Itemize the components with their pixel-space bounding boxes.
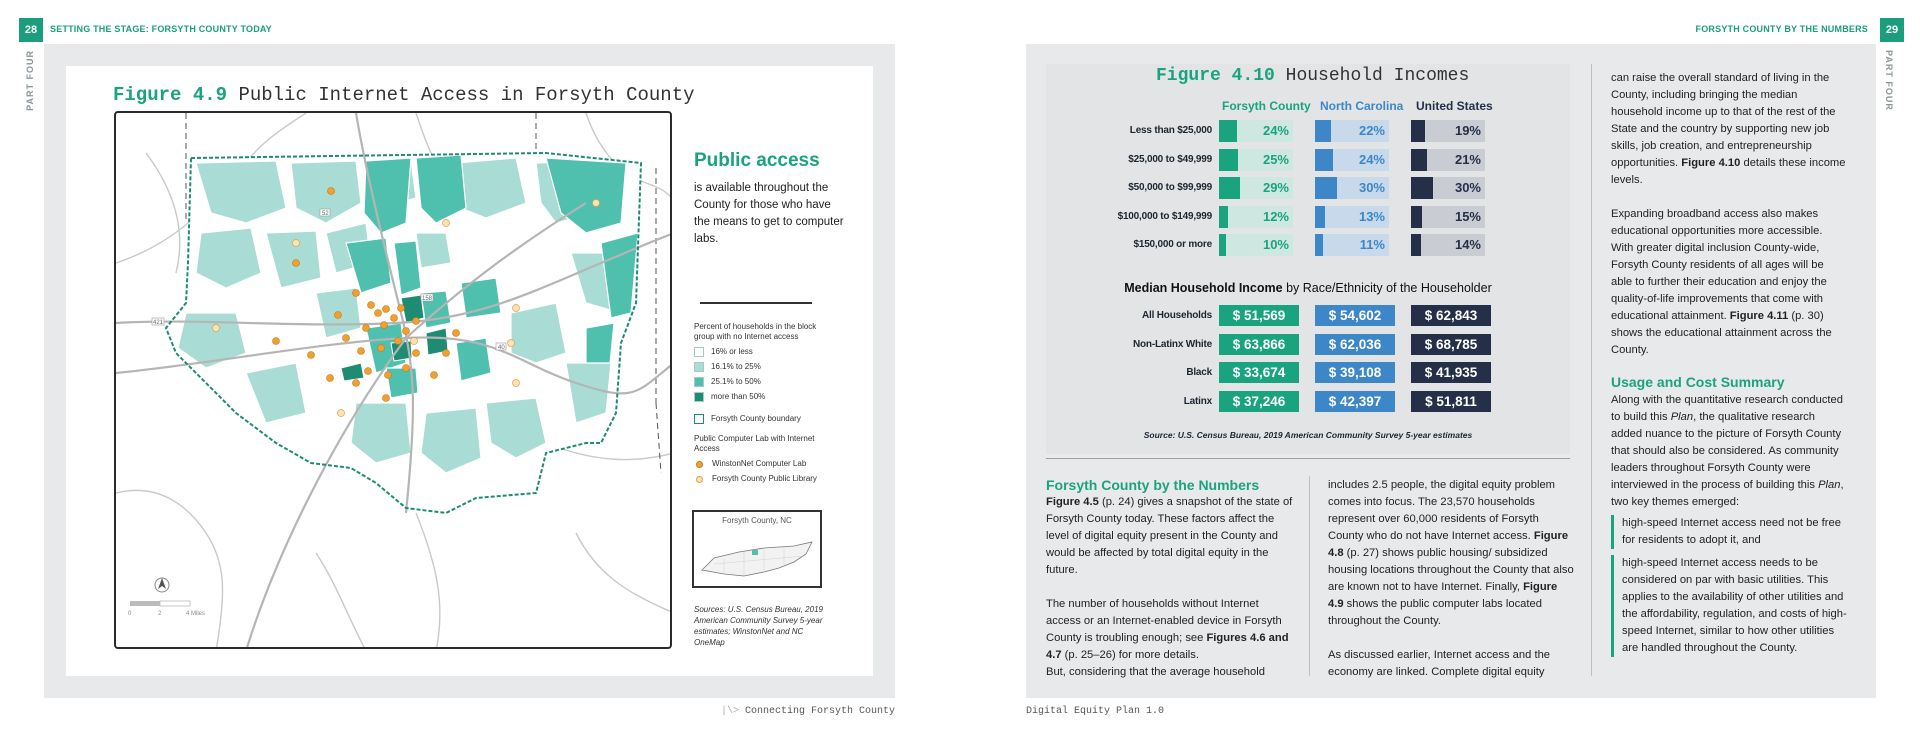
scale-label-0: 0 — [128, 611, 132, 617]
paragraph: As discussed earlier, Internet access and the economy are linked. Complete digital equity — [1328, 649, 1551, 678]
income-bar — [1315, 177, 1389, 199]
income-bar-fill — [1219, 206, 1228, 228]
figure-title-text: Household Incomes — [1285, 66, 1470, 86]
legend-item — [694, 392, 824, 402]
left-page-number: 28 — [19, 18, 43, 42]
median-row-label: All Households — [1142, 310, 1212, 321]
figure-title-text: Public Internet Access in Forsyth County — [238, 84, 695, 106]
paragraph — [1046, 494, 1294, 579]
income-bar-value: 29% — [1262, 180, 1289, 195]
income-bar-fill — [1411, 234, 1421, 256]
income-bar-fill — [1315, 120, 1331, 142]
footer-left-text: Connecting Forsyth County — [744, 706, 895, 717]
paragraph: But, considering that the average household — [1046, 666, 1265, 678]
median-row-label: Latinx — [1183, 395, 1212, 407]
income-bar — [1411, 149, 1485, 171]
paragraph-text: , two key themes emerged: — [1611, 479, 1844, 508]
figure-ref: Figure 4.11 — [1729, 310, 1789, 322]
paragraph-text: (p. 25–26) for more details. — [1061, 649, 1199, 661]
income-bar-value: 21% — [1454, 151, 1481, 167]
income-row-label: $25,000 to $49,999 — [1128, 153, 1212, 165]
col-head-nc: North Carolina — [1320, 99, 1404, 113]
theme-quote: high-speed Internet access needs to be considered on par with basic utilities. This applies to the availability of other utilities and the affordability, regulation, and costs of high-speed Internet, similar to how other utilities are handled throughout the County. — [1611, 555, 1847, 657]
income-bar-fill — [1219, 149, 1238, 171]
map-graphic — [116, 113, 672, 649]
income-bar — [1219, 120, 1293, 142]
income-bar-fill — [1219, 234, 1226, 256]
median-title-bold: Median Household Income — [1124, 281, 1283, 295]
income-bar-fill — [1411, 149, 1427, 171]
col-head-us: United States — [1416, 99, 1493, 113]
median-row-label: Black — [1186, 367, 1212, 378]
median-income-value: $ 51,569 — [1219, 305, 1299, 326]
footer-glyph: |\> — [720, 706, 739, 717]
paragraph-text: The number of households without Internet access or an Internet-enabled device in Forsyth County is troubling enough; see — [1046, 598, 1282, 644]
figure-ref: Figure 4.10 — [1681, 157, 1741, 169]
figure-label: Figure 4.9 — [113, 84, 228, 106]
income-bar — [1315, 120, 1389, 142]
figure-4-10-title — [1156, 66, 1469, 86]
theme-quote: high-speed Internet access need not be free for residents to adopt it, and — [1611, 515, 1847, 549]
scale-label-4: 4 Miles — [186, 611, 206, 617]
plan-italic: Plan — [1670, 411, 1694, 423]
paragraph — [1046, 596, 1294, 664]
income-bar — [1315, 149, 1389, 171]
income-row-label: $50,000 to $99,999 — [1128, 182, 1212, 193]
legend-item — [694, 362, 824, 372]
boundary-swatch — [694, 414, 704, 424]
income-bar-fill — [1411, 177, 1433, 199]
paragraph-text: , the qualitative research added nuance to the picture of Forsyth County that should also be considered. As community leaders throughout Forsyth County were interviewed in the process of building this — [1611, 411, 1842, 491]
income-bar-value: 30% — [1454, 180, 1481, 195]
income-bar-fill — [1411, 120, 1425, 142]
paragraph — [1328, 477, 1574, 630]
right-column-text — [1611, 70, 1847, 359]
median-title-rest: by Race/Ethnicity of the Householder — [1282, 281, 1492, 295]
inset-title: Forsyth County, NC — [722, 516, 792, 525]
legend-swatch — [694, 377, 704, 387]
income-bar-fill — [1315, 177, 1337, 199]
legend-label: more than 50% — [711, 392, 766, 401]
forsyth-map[interactable] — [114, 111, 672, 649]
plan-italic: Plan — [1818, 479, 1841, 491]
figure-ref: Figures 4.6 and 4.7 — [1046, 632, 1289, 661]
road-label-158: 158 — [422, 296, 433, 302]
side-tab-right: PART FOUR — [1884, 50, 1894, 111]
nc-state-icon — [694, 512, 820, 586]
figure-ref: Figure 4.8 — [1328, 530, 1569, 559]
road-label-52: 52 — [322, 211, 329, 217]
figure-label: Figure 4.10 — [1156, 66, 1275, 86]
callout-divider — [700, 302, 812, 304]
figure-4-9-title — [113, 84, 695, 106]
median-income-value: $ 54,602 — [1315, 305, 1395, 326]
income-bar-value: 14% — [1454, 237, 1481, 252]
legend-label: WinstonNet Computer Lab — [712, 459, 807, 468]
income-bar-value: 25% — [1262, 151, 1289, 167]
income-bar — [1219, 234, 1293, 256]
median-row-label: Non-Latinx White — [1132, 338, 1212, 350]
legend-item — [694, 377, 824, 387]
income-bar — [1219, 149, 1293, 171]
paragraph — [1611, 70, 1847, 189]
legend-boundary — [694, 414, 824, 424]
paragraph-text: shows the public computer labs located throughout the County. — [1328, 598, 1542, 627]
legend-label: Forsyth County boundary — [711, 414, 801, 423]
paragraph-text: (p. 24) gives a snapshot of the state of Forsyth County today. These factors affect the level of digital equity present in the County and would be affected by total digital equity in the future. — [1046, 496, 1293, 576]
legend-swatch — [694, 347, 704, 357]
income-bar-value: 13% — [1358, 208, 1385, 224]
figure-ref: Figure 4.5 — [1046, 496, 1099, 508]
income-row-label: $100,000 to $149,999 — [1117, 210, 1212, 222]
income-bar-fill — [1315, 149, 1333, 171]
footer-left — [0, 706, 895, 717]
income-bar — [1411, 177, 1485, 199]
usage-text — [1611, 392, 1847, 657]
callout-text: is available throughout the County for those who have the means to get to computer labs. — [694, 182, 844, 245]
legend-label: 16.1% to 25% — [711, 362, 761, 371]
legend-lab — [694, 459, 824, 469]
income-bar — [1219, 206, 1293, 228]
income-bar — [1315, 234, 1389, 256]
income-bar-value: 19% — [1454, 123, 1481, 138]
paragraph-text: (p. 27) shows public housing/ subsidized housing locations throughout the County that also are known not to have Internet. Finally, — [1328, 547, 1574, 593]
paragraph-text: Expanding broadband access also makes educational opportunities more accessible. With greater digital inclusion County-wide, Forsyth County residents of all ages will be able to further their education and enjoy the quality-of-life improvements that come with educational attainment. — [1611, 208, 1827, 322]
paragraph — [1611, 206, 1847, 359]
right-running-head: FORSYTH COUNTY BY THE NUMBERS — [1695, 24, 1868, 34]
median-income-value: $ 41,935 — [1411, 362, 1491, 383]
figure-ref: Figure 4.9 — [1328, 581, 1558, 610]
median-income-value: $ 37,246 — [1219, 391, 1299, 412]
income-bar — [1411, 120, 1485, 142]
legend-library — [694, 474, 824, 484]
legend-label: 25.1% to 50% — [711, 377, 761, 386]
map-legend — [694, 322, 824, 484]
column-divider — [1591, 64, 1592, 676]
paragraph-text: Along with the quantitative research conducted to build this — [1611, 394, 1843, 423]
numbers-column-1 — [1046, 494, 1294, 681]
income-bar-value: 10% — [1262, 237, 1289, 252]
income-row-label: $150,000 or more — [1133, 239, 1212, 250]
income-bar-value: 24% — [1262, 123, 1289, 138]
legend-label: 16% or less — [711, 347, 753, 356]
legend-title: Percent of households in the block group with no Internet access — [694, 322, 817, 341]
income-bar-fill — [1219, 177, 1240, 199]
paragraph-text: includes 2.5 people, the digital equity problem comes into focus. The 23,570 households represent over 60,000 residents of Forsyth County who do not have Internet access. — [1328, 479, 1556, 542]
income-bar-value: 30% — [1358, 180, 1385, 195]
median-income-title — [1046, 281, 1570, 295]
income-bar — [1219, 177, 1293, 199]
median-income-value: $ 39,108 — [1315, 362, 1395, 383]
income-bar-value: 24% — [1358, 151, 1385, 167]
side-tab-left: PART FOUR — [25, 50, 35, 111]
paragraph-text: details these income levels. — [1611, 157, 1846, 186]
income-bar-value: 22% — [1358, 123, 1385, 138]
legend-swatch — [694, 362, 704, 372]
median-income-value: $ 42,397 — [1315, 391, 1395, 412]
income-bar — [1411, 234, 1485, 256]
road-label-40: 40 — [498, 345, 505, 351]
footer-right: Digital Equity Plan 1.0 — [1026, 706, 1165, 717]
income-bar-fill — [1411, 206, 1422, 228]
legend-item — [694, 347, 824, 357]
income-bar-value: 15% — [1454, 208, 1481, 224]
section-heading-numbers: Forsyth County by the Numbers — [1046, 477, 1260, 493]
median-income-value: $ 63,866 — [1219, 334, 1299, 355]
scale-label-2: 2 — [158, 611, 162, 617]
library-dot-icon — [696, 476, 703, 483]
labs-title: Public Computer Lab with Internet Access — [694, 434, 815, 453]
income-bar — [1315, 206, 1389, 228]
section-heading-usage: Usage and Cost Summary — [1611, 374, 1785, 390]
right-page-number: 29 — [1880, 18, 1904, 42]
paragraph-text: (p. 30) shows the educational attainment across the County. — [1611, 310, 1832, 356]
north-arrow-icon — [155, 578, 169, 592]
left-running-head: SETTING THE STAGE: FORSYTH COUNTY TODAY — [50, 24, 272, 34]
callout-heading: Public access — [694, 150, 820, 171]
lab-dot-icon — [696, 461, 703, 468]
locator-inset — [692, 510, 822, 588]
income-bar-fill — [1219, 120, 1237, 142]
column-divider — [1309, 476, 1310, 676]
paragraph — [1611, 392, 1847, 511]
section-divider — [1046, 458, 1570, 459]
median-income-value: $ 62,036 — [1315, 334, 1395, 355]
median-income-value: $ 68,785 — [1411, 334, 1491, 355]
median-income-value: $ 62,843 — [1411, 305, 1491, 326]
median-income-value: $ 33,674 — [1219, 362, 1299, 383]
figure-4-10-source: Source: U.S. Census Bureau, 2019 American Community Survey 5-year estimates — [1143, 430, 1473, 440]
income-row-label: Less than $25,000 — [1129, 125, 1212, 136]
income-bar-value: 12% — [1262, 208, 1289, 224]
legend-label: Forsyth County Public Library — [712, 474, 817, 483]
income-bar-value: 11% — [1359, 237, 1385, 252]
numbers-column-2 — [1328, 477, 1574, 681]
paragraph-text: can raise the overall standard of living in the County, including bringing the median household income up to that of the rest of the State and the country by supporting new job skills, job creation, and entrepreneurship opportunities. — [1611, 72, 1836, 169]
col-head-forsyth: Forsyth County — [1222, 99, 1311, 113]
figure-4-9-source: Sources: U.S. Census Bureau, 2019 American Community Survey 5-year estimates; WinstonNet and NC OneMap — [694, 605, 823, 647]
income-bar-fill — [1315, 234, 1323, 256]
legend-swatch — [694, 392, 704, 402]
income-bar-fill — [1315, 206, 1325, 228]
income-bar — [1411, 206, 1485, 228]
road-label-421: 421 — [153, 320, 164, 326]
median-income-value: $ 51,811 — [1411, 391, 1491, 412]
scale-bar — [128, 601, 205, 617]
